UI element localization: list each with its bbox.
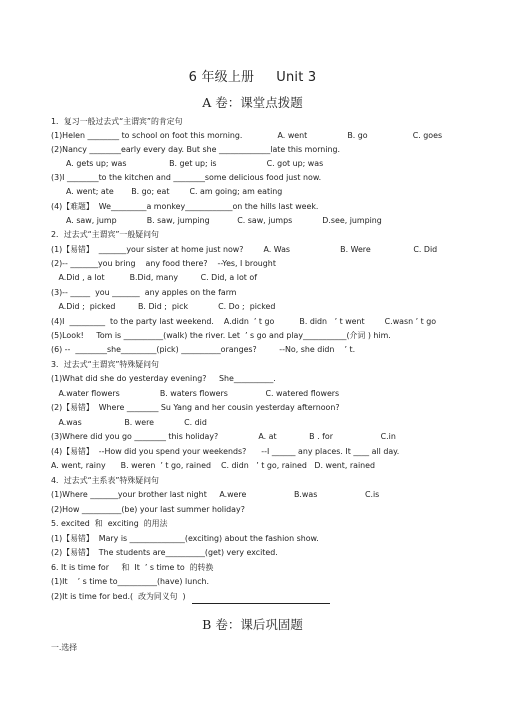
- question-heading: 6. It is time for 和 It ’ s time to 的转换: [51, 563, 214, 572]
- question-line: (2)【易错】 The students are__________(get) very excited.: [51, 548, 278, 557]
- grade-label: 6 年级上册: [188, 70, 255, 85]
- question-line: (2)How __________(be) your last summer holiday?: [51, 505, 245, 514]
- exercise-heading: 一.选择: [51, 643, 78, 652]
- question-heading: 2．过去式“主谓宾”一般疑问句: [51, 230, 159, 239]
- answer-options: A. went; ate B. go; eat C. am going; am eating: [51, 187, 283, 196]
- question-line: (1)【易错】 _______your sister at home just now? A. Was B. Were C. Did: [51, 245, 438, 254]
- question-line: (2)-- _______you bring any food there? --Yes, I brought: [51, 259, 276, 268]
- answer-options: A.water flowers B. waters flowers C. watered flowers: [51, 389, 340, 398]
- question-line: (3)-- _____ you _______ any apples on the farm: [51, 288, 237, 297]
- question-line: (1)It ’ s time to__________(have) lunch.: [51, 577, 210, 586]
- answer-options: A. went, rainy B. weren ’ t go, rained C. didn ’ t go, rained D. went, rained: [51, 461, 376, 470]
- answer-options: A. saw, jump B. saw, jumping C. saw, jumps D.see, jumping: [51, 216, 382, 225]
- question-line: (1)What did she do yesterday evening? She__________.: [51, 374, 276, 383]
- question-line: (2)Nancy ________early every day. But she _____________late this morning.: [51, 145, 341, 154]
- question-line: (4)【难题】 We_________a monkey____________on the hills last week.: [51, 202, 319, 211]
- question-line: (2)【易错】 Where ________ Su Yang and her cousin yesterday afternoon?: [51, 403, 340, 412]
- unit-label: Unit 3: [276, 70, 317, 85]
- question-line: (5)Look! Tom is __________(walk) the river. Let ’ s go and play___________(介词 ) him.: [51, 331, 391, 340]
- question-heading: 4．过去式“主系表”特殊疑问句: [51, 476, 159, 485]
- question-heading: 5. excited 和 exciting 的用法: [51, 519, 168, 528]
- question-line: (3)Where did you go ________ this holiday? A. at B . for C.in: [51, 432, 396, 441]
- section-b-title: B 卷：课后巩固题: [202, 617, 303, 632]
- question-heading: 3．过去式“主谓宾”特殊疑问句: [51, 360, 159, 369]
- question-line: (4)【易错】 --How did you spend your weekends? --I ______ any places. It ____ all day.: [51, 447, 400, 456]
- answer-options: A.was B. were C. did: [51, 418, 207, 427]
- answer-options: A.Did ; picked B. Did ; pick C. Do ; picked: [51, 302, 276, 311]
- question-heading: 1．复习一般过去式“主谓宾”的肯定句: [51, 117, 183, 126]
- page-title: [0, 66, 505, 85]
- question-line: (4)I _________ to the party last weekend. A.didn ’ t go B. didn ’ t went C.wasn ’ t go: [51, 317, 437, 326]
- answer-options: A. gets up; was B. get up; is C. got up; was: [51, 159, 324, 168]
- question-line: (1)Where _______your brother last night A.were B.was C.is: [51, 490, 380, 499]
- question-line: (6) -- ________she_________(pick) __________oranges? --No, she didn ’ t.: [51, 345, 356, 354]
- question-line: (3)I ________to the kitchen and ________some delicious food just now.: [51, 173, 322, 182]
- question-line: (1)【易错】 Mary is ______________(exciting) about the fashion show.: [51, 534, 319, 543]
- section-a-title: A 卷：课堂点拨题: [202, 95, 303, 110]
- answer-options: A.Did , a lot B.Did, many C. Did, a lot of: [51, 273, 258, 282]
- question-line: (2)It is time for bed.( 改为同义句 ): [51, 592, 186, 601]
- answer-blank-line: [192, 603, 330, 604]
- question-line: (1)Helen ________ to school on foot this morning. A. went B. go C. goes: [51, 131, 443, 140]
